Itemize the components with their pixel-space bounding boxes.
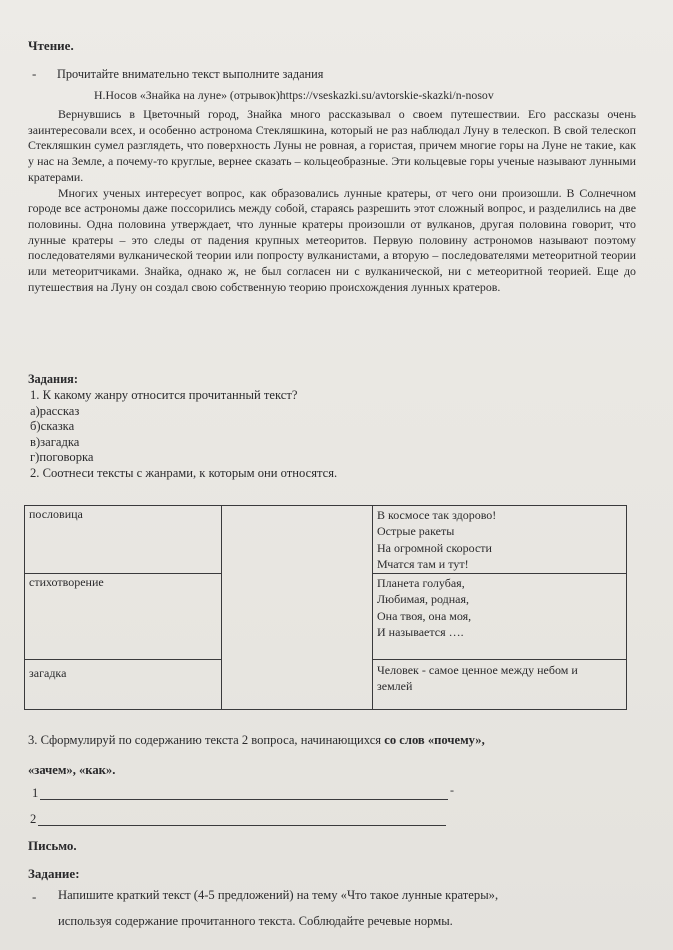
question-3-text [28, 733, 485, 748]
option-a: а)рассказ [30, 403, 80, 418]
writing-task-line-1: Напишите краткий текст (4-5 предложений) на тему «Что такое лунные кратеры», [58, 888, 499, 902]
text-line: Мчатся там и тут! [377, 557, 469, 572]
answer-label-1: 1 [32, 786, 39, 800]
question-3-keywords: со слов «почему», [384, 733, 485, 747]
text-line: Острые ракеты [377, 524, 455, 539]
answer-line-1[interactable] [40, 799, 448, 800]
reading-paragraph-1: Вернувшись в Цветочный город, Знайка много рассказывал о своем путешествии. Его рассказы очень заинтересовали всех, и особенно астронома Стекляшкина, который не раз наблюдал Луну в телескоп. В свой телескоп Стекляшкин сумел разглядеть, что поверхность Луны не ровная, а гористая, причем многие горы на Луне не такие, как у нас на Земле, а почему-то круглые, вернее сказать – кольцеобразные. Эти кольцевые горы ученые называют лунными кратерами. [28, 107, 636, 184]
genre-cell: стихотворение [25, 574, 222, 660]
text-cell [373, 574, 627, 660]
reading-heading: Чтение. [28, 38, 74, 53]
source-citation: Н.Носов «Знайка на луне» (отрывок)https://vseskazki.su/avtorskie-skazki/n-nosov [94, 88, 494, 102]
text-line: Она твоя, она моя, [377, 608, 472, 623]
writing-task-heading: Задание: [28, 866, 80, 881]
question-3-start: 3. Сформулируй по содержанию текста 2 вопроса, начинающихся [28, 733, 382, 747]
answer-label-2: 2 [30, 812, 37, 826]
text-line: Человек - самое ценное между небом и [377, 663, 578, 677]
text-line: Любимая, родная, [377, 592, 470, 607]
question-2-text: 2. Соотнеси тексты с жанрами, к которым они относятся. [30, 465, 338, 480]
text-cell [373, 506, 627, 574]
option-d: г)поговорка [30, 450, 94, 464]
text-line: землей [377, 679, 413, 694]
matching-table [24, 505, 627, 710]
text-line: На огромной скорости [377, 540, 492, 555]
text-cell [373, 660, 627, 710]
text-line: Планета голубая, [377, 576, 465, 590]
question-1-text: 1. К какому жанру относится прочитанный текст? [30, 388, 298, 402]
tasks-heading: Задания: [28, 372, 78, 386]
option-b: б)сказка [30, 419, 75, 433]
option-c: в)загадка [30, 434, 80, 449]
reading-instruction: Прочитайте внимательно текст выполните задания [57, 67, 324, 81]
answer-line-2[interactable] [38, 825, 446, 826]
reading-paragraph-2: Многих ученых интересует вопрос, как образовались лунные кратеры, от чего они произошли. В Солнечном городе все астрономы даже поссорились между собой, стараясь разрешить этот сложный вопрос, и разделились на две половины. Одна половина утверждает, что лунные кратеры произошли от вулканов, другая половина говорит, что лунные кратеры – это следы от падения крупных метеоритов. Первую половину астрономов называют поэтому последователями вулканической теории или попросту вулканистами, а вторую – последователями метеоритной теории или метеоритчиками. Знайка, однако ж, не был согласен ни с вулканической, ни с метеоритной теорией. Еще до путешествия на Луну он создал свою собственную теорию происхождения лунных кратеров. [28, 185, 636, 294]
writing-heading: Письмо. [28, 838, 77, 853]
question-1 [30, 388, 337, 481]
reading-text [28, 107, 636, 295]
matching-row [25, 506, 627, 574]
genre-cell: пословица [25, 506, 222, 574]
text-line: В космосе так здорово! [377, 508, 497, 522]
bullet-marker: - [32, 66, 37, 81]
answer-column [222, 506, 373, 710]
genre-cell: загадка [25, 660, 222, 710]
trailing-dash: - [450, 783, 454, 797]
question-3-keywords-line2: «зачем», «как». [28, 763, 116, 777]
writing-task-line-2: используя содержание прочитанного текста. Соблюдайте речевые нормы. [58, 914, 453, 928]
bullet-marker: - [32, 889, 37, 904]
text-line: И называется …. [377, 625, 464, 640]
